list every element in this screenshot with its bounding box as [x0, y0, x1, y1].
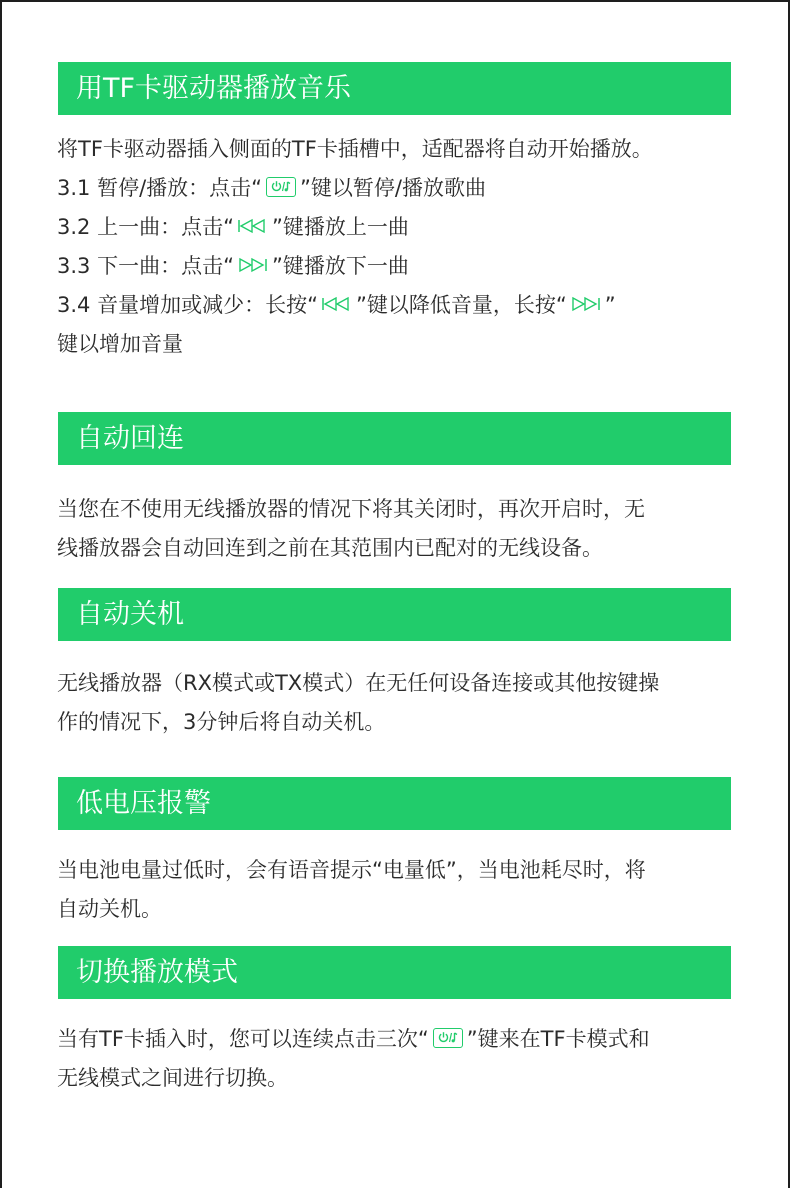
section-body-low-voltage	[57, 851, 737, 929]
text-line: 3.4 音量增加或减少：长按“ ”键以降低音量，长按“ ”	[57, 293, 616, 317]
section-body-tf-playback	[57, 130, 737, 364]
text-line: 3.2 上一曲：点击“ ”键播放上一曲	[57, 215, 409, 239]
text-line: 当您在不使用无线播放器的情况下将其关闭时，再次开启时，无	[57, 497, 645, 521]
text-line: 3.3 下一曲：点击“ ”键播放下一曲	[57, 254, 409, 278]
text-line: 无线模式之间进行切换。	[57, 1066, 288, 1090]
text-line: 将TF卡驱动器插入侧面的TF卡插槽中，适配器将自动开始播放。	[57, 137, 653, 161]
section-title-switch-mode: 切换播放模式	[58, 946, 731, 999]
text-line: 自动关机。	[57, 897, 162, 921]
section-body-auto-reconnect	[57, 490, 737, 568]
next-track-icon	[236, 257, 270, 273]
power-music-icon	[266, 177, 296, 197]
section-title-auto-shutdown: 自动关机	[58, 588, 731, 641]
previous-track-icon	[320, 296, 354, 312]
text-line: 无线播放器（RX模式或TX模式）在无任何设备连接或其他按键操	[57, 671, 660, 695]
text-line: 线播放器会自动回连到之前在其范围内已配对的无线设备。	[57, 536, 603, 560]
previous-track-icon	[236, 218, 270, 234]
text-line: 键以增加音量	[57, 332, 183, 356]
text-line: 作的情况下，3分钟后将自动关机。	[57, 710, 386, 734]
text-line: 当电池电量过低时，会有语音提示“电量低”，当电池耗尽时，将	[57, 858, 646, 882]
power-music-icon	[433, 1028, 463, 1048]
section-title-low-voltage: 低电压报警	[58, 777, 731, 830]
section-body-switch-mode	[57, 1020, 737, 1098]
section-title-auto-reconnect: 自动回连	[58, 412, 731, 465]
text-line: 3.1 暂停/播放：点击“ ”键以暂停/播放歌曲	[57, 176, 486, 200]
section-body-auto-shutdown	[57, 664, 737, 742]
top-border	[0, 0, 790, 2]
next-track-icon	[569, 296, 603, 312]
section-title-tf-playback: 用TF卡驱动器播放音乐	[58, 62, 731, 115]
text-line: 当有TF卡插入时，您可以连续点击三次“ ”键来在TF卡模式和	[57, 1027, 650, 1051]
left-border	[0, 0, 2, 1188]
